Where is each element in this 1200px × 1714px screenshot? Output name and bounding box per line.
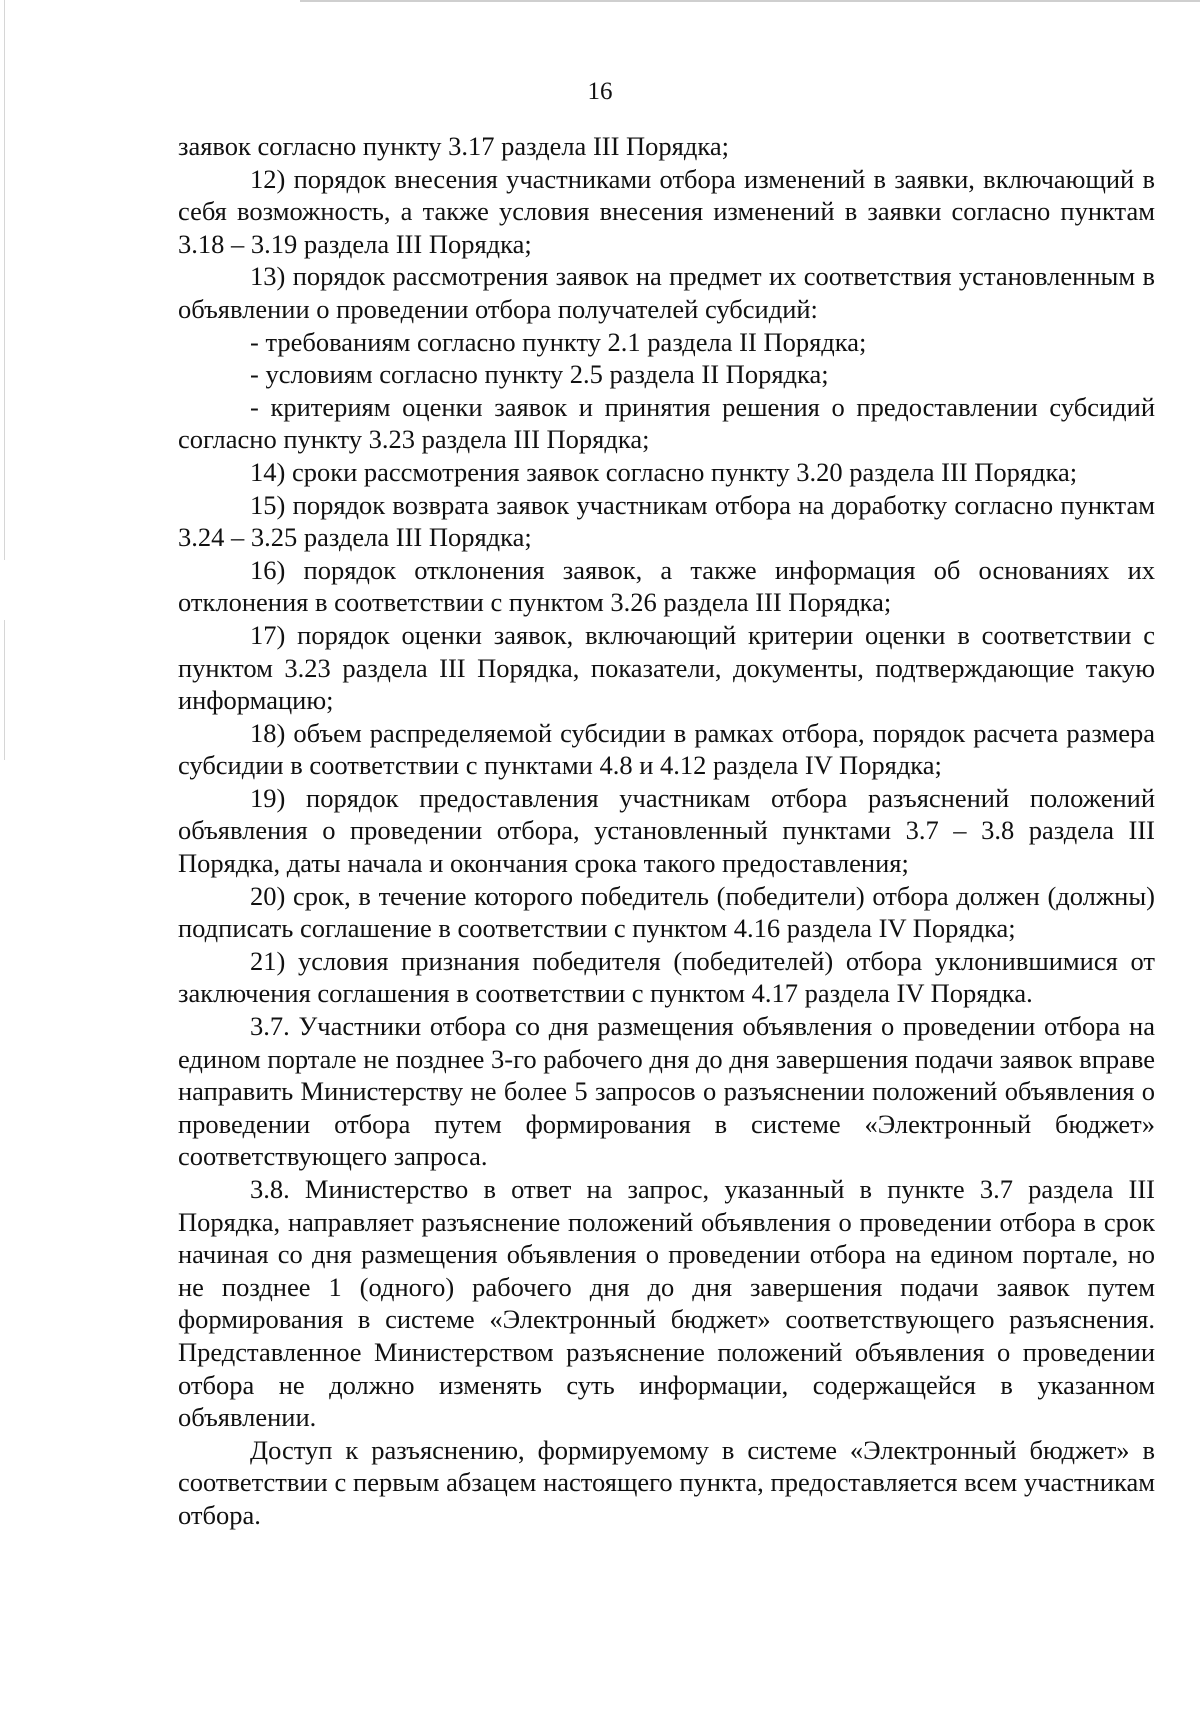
clause-3-8-access: Доступ к разъяснению, формируемому в системе «Электронный бюджет» в соответствии с первым абзацем настоящего пункта, предоставляется всем участникам отбора.: [178, 1434, 1155, 1530]
list-item-18: 18) объем распределяемой субсидии в рамках отбора, порядок расчета размера субсидии в соответствии с пунктами 4.8 и 4.12 раздела IV Порядка;: [178, 717, 1155, 781]
list-item-14: 14) сроки рассмотрения заявок согласно пункту 3.20 раздела III Порядка;: [250, 456, 1078, 487]
page-number: 16: [587, 78, 613, 105]
sub-item-requirements: - требованиям согласно пункту 2.1 раздела II Порядка;: [250, 326, 867, 357]
list-item-13: 13) порядок рассмотрения заявок на предмет их соответствия установленным в объявлении о проведении отбора получателей субсидий:: [178, 261, 1155, 324]
scan-edge-top: [300, 0, 1200, 2]
clause-3-7: 3.7. Участники отбора со дня размещения объявления о проведении отбора на едином портале не позднее 3-го рабочего дня до дня завершения подачи заявок вправе направить Министерству не более 5 запросов о разъяснении положений объявления о проведении отбора путем формирования в системе «Электронный бюджет» соответствующего запроса.: [178, 1011, 1156, 1172]
list-item-20: 20) срок, в течение которого победитель (победители) отбора должен (должны) подписать соглашение в соответствии с пунктом 4.16 раздела IV Порядка;: [178, 880, 1155, 944]
document-body: [178, 130, 1155, 1532]
list-item-19: 19) порядок предоставления участникам отбора разъяснений положений объявления о проведении отбора, установленный пунктами 3.7 – 3.8 раздела III Порядка, даты начала и окончания срока такого предоставления;: [178, 782, 1155, 879]
list-item-16: 16) порядок отклонения заявок, а также информация об основаниях их отклонения в соответствии с пунктом 3.26 раздела III Порядка;: [178, 554, 1155, 618]
scan-edge-left-lower: [4, 620, 5, 760]
list-item-17: 17) порядок оценки заявок, включающий критерии оценки в соответствии с пунктом 3.23 раздела III Порядка, показатели, документы, подтверждающие такую информацию;: [178, 619, 1155, 716]
list-item-15: 15) порядок возврата заявок участникам отбора на доработку согласно пунктам 3.24 – 3.25 раздела III Порядка;: [178, 489, 1155, 553]
list-item-21: 21) условия признания победителя (победителей) отбора уклонившимися от заключения соглашения в соответствии с пунктом 4.17 раздела IV Порядка.: [178, 945, 1155, 1009]
clause-3-8: 3.8. Министерство в ответ на запрос, указанный в пункте 3.7 раздела III Порядка, направляет разъяснение положений объявления о проведении отбора в срок начиная со дня размещения объявления о проведении отбора на едином портале, но не позднее 1 (одного) рабочего дня до дня завершения подачи заявок путем формирования в системе «Электронный бюджет» соответствующего разъяснения. Представленное Министерством разъяснение положений объявления о проведении отбора не должно изменять суть информации, содержащейся в указанном объявлении.: [178, 1174, 1155, 1433]
paragraph-continuation: заявок согласно пункту 3.17 раздела III Порядка;: [178, 131, 729, 161]
sub-item-criteria: - критериям оценки заявок и принятия решения о предоставлении субсидий согласно пункту 3.23 раздела III Порядка;: [178, 391, 1155, 455]
list-item-12: 12) порядок внесения участниками отбора изменений в заявки, включающий в себя возможность, а также условия внесения изменений в заявки согласно пунктам 3.18 – 3.19 раздела III Порядка;: [178, 163, 1155, 259]
sub-item-conditions: - условиям согласно пункту 2.5 раздела II Порядка;: [250, 359, 829, 390]
